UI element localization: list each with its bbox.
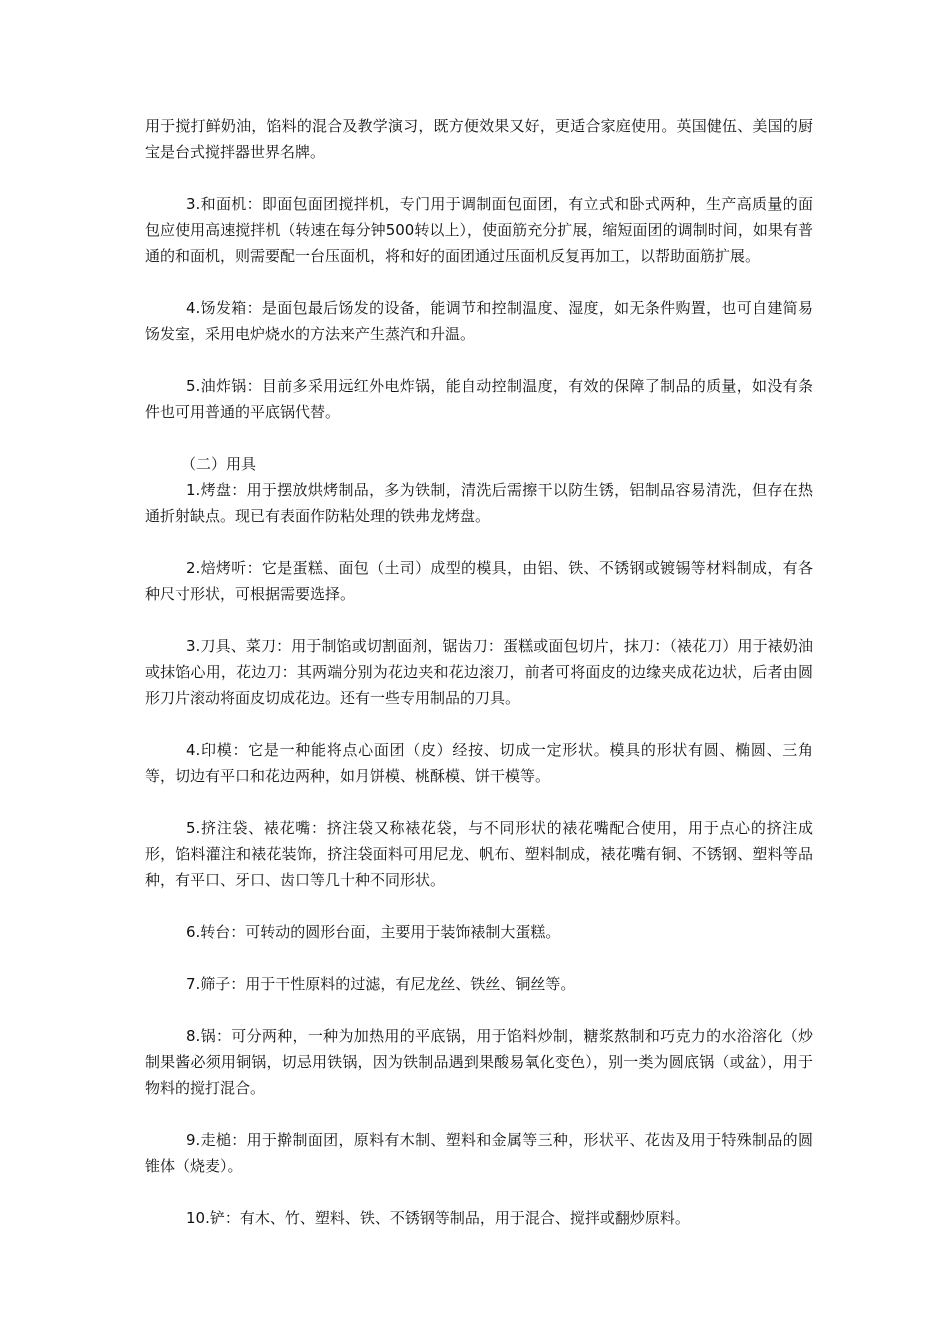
section-heading-utensils: （二）用具 [181, 455, 257, 473]
paragraph-proofing-box: 4.饧发箱：是面包最后饧发的设备，能调节和控制温度、湿度，如无条件购置，也可自建简易饧发室，采用电炉烧水的方法来产生蒸汽和升温。 [145, 299, 813, 343]
paragraph-sieve: 7.筛子：用于干性原料的过滤，有尼龙丝、铁丝、铜丝等。 [186, 975, 576, 993]
paragraph-rolling-pin: 9.走槌：用于擀制面团，原料有木制、塑料和金属等三种，形状平、花齿及用于特殊制品的圆锥体（烧麦）。 [145, 1131, 813, 1175]
paragraph-piping-bag: 5.挤注袋、裱花嘴：挤注袋又称裱花袋，与不同形状的裱花嘴配合使用，用于点心的挤注成形，馅料灌注和裱花装饰，挤注袋面料可用尼龙、帆布、塑料制成，裱花嘴有铜、不锈钢、塑料等品种，有平口、牙口、齿口等几十种不同形状。 [145, 819, 813, 889]
paragraph-turntable: 6.转台：可转动的圆形台面，主要用于装饰裱制大蛋糕。 [186, 923, 561, 941]
paragraph-pots: 8.锅：可分两种，一种为加热用的平底锅，用于馅料炒制，糖浆熬制和巧克力的水浴溶化（炒制果酱必须用铜锅，切忌用铁锅，因为铁制品遇到果酸易氧化变色），别一类为圆底锅（或盆），用于物料的搅打混合。 [145, 1027, 813, 1097]
paragraph-molds: 4.印模：它是一种能将点心面团（皮）经按、切成一定形状。模具的形状有圆、椭圆、三角等，切边有平口和花边两种，如月饼模、桃酥模、饼干模等。 [145, 741, 813, 785]
paragraph-knives: 3.刀具、菜刀：用于制馅或切割面剂，锯齿刀：蛋糕或面包切片，抹刀：（裱花刀）用于裱奶油或抹馅心用，花边刀：其两端分别为花边夹和花边滚刀，前者可将面皮的边缘夹成花边状，后者由圆形刀片滚动将面皮切成花边。还有一些专用制品的刀具。 [145, 637, 813, 707]
paragraph-baking-tin: 2.焙烤听：它是蛋糕、面包（土司）成型的模具，由铝、铁、不锈钢或镀锡等材料制成，有各种尺寸形状，可根据需要选择。 [145, 559, 813, 603]
document-body [145, 113, 813, 1231]
paragraph-baking-tray: 1.烤盘：用于摆放烘烤制品，多为铁制，清洗后需擦干以防生锈，铝制品容易清洗，但存在热通折射缺点。现已有表面作防粘处理的铁弗龙烤盘。 [145, 481, 813, 525]
paragraph-fryer: 5.油炸锅：目前多采用远红外电炸锅，能自动控制温度，有效的保障了制品的质量，如没有条件也可用普通的平底锅代替。 [145, 377, 813, 421]
paragraph-mixer-continued: 用于搅打鲜奶油，馅料的混合及教学演习，既方便效果又好，更适合家庭使用。英国健伍、美国的厨宝是台式搅拌器世界名牌。 [145, 117, 813, 161]
paragraph-dough-mixer: 3.和面机：即面包面团搅拌机，专门用于调制面包面团，有立式和卧式两种，生产高质量的面包应使用高速搅拌机（转速在每分钟500转以上），使面筋充分扩展，缩短面团的调制时间，如果有普通的和面机，则需要配一台压面机，将和好的面团通过压面机反复再加工，以帮助面筋扩展。 [145, 195, 813, 265]
paragraph-spatula: 10.铲：有木、竹、塑料、铁、不锈钢等制品，用于混合、搅拌或翻炒原料。 [186, 1209, 690, 1227]
